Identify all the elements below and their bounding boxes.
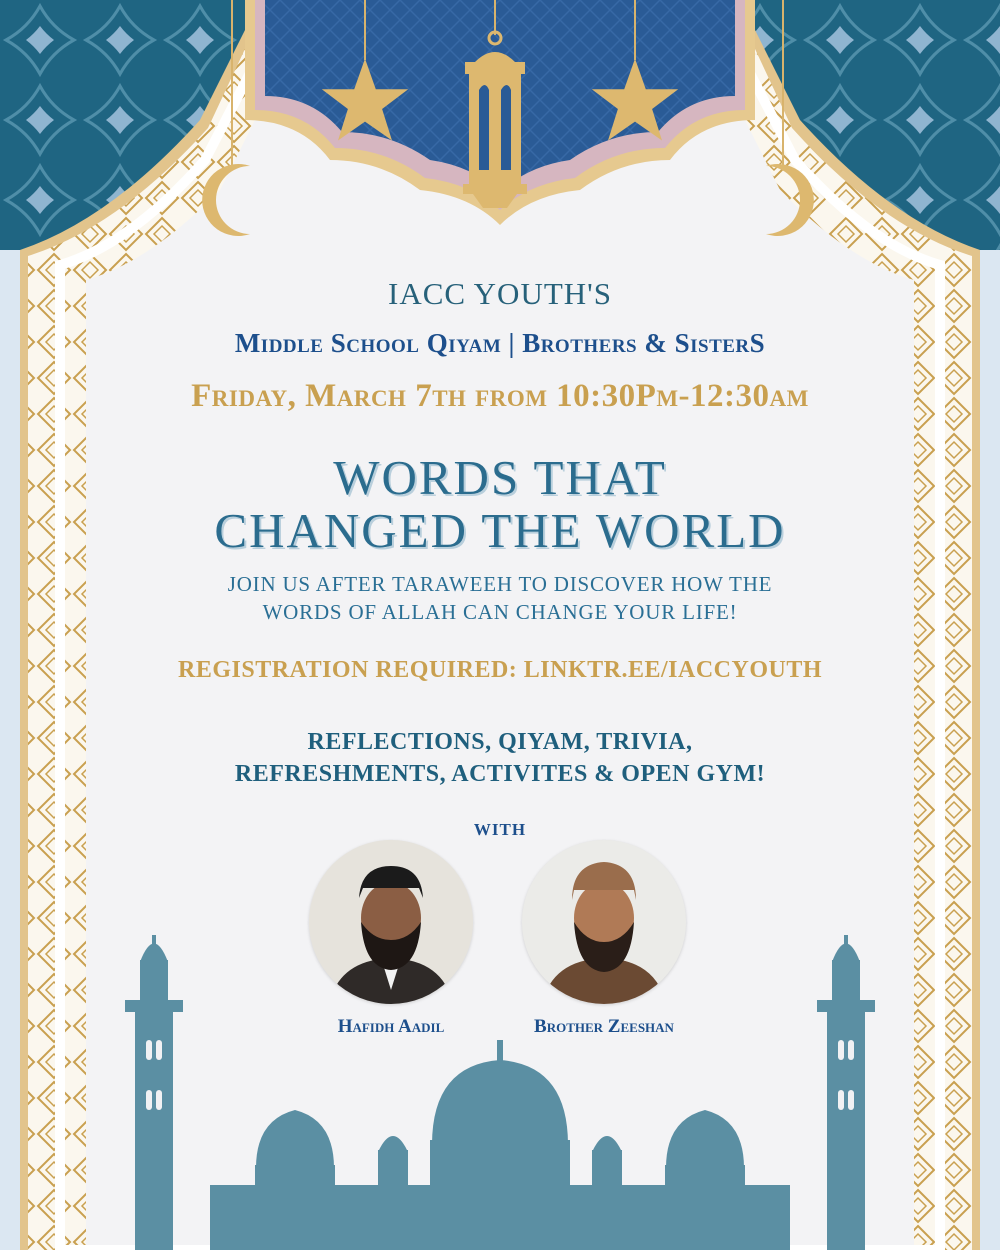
- event-subtitle: Middle School Qiyam | Brothers & SisterS: [234, 328, 766, 358]
- crescent-icon: [198, 160, 268, 240]
- headline-line: CHANGED THE WORLD: [214, 503, 786, 558]
- registration-link[interactable]: REGISTRATION REQUIRED: LINKTR.EE/IACCYOUTH: [178, 657, 822, 683]
- crescent-icon: [748, 160, 818, 240]
- activities-list: [0, 726, 1000, 790]
- speaker-card: [281, 840, 501, 1038]
- speaker-name: Brother Zeeshan: [534, 1016, 674, 1037]
- activities-line: REFRESHMENTS, ACTIVITES & OPEN GYM!: [234, 761, 766, 787]
- headline: [0, 451, 1000, 557]
- invite-text: [0, 570, 1000, 626]
- star-icon: [320, 55, 410, 145]
- lantern-icon: [455, 30, 535, 215]
- org-title: IACC YOUTH'S: [388, 276, 612, 311]
- speaker-photo: [309, 840, 473, 1004]
- headline-line: WORDS THAT: [333, 450, 667, 505]
- activities-line: REFLECTIONS, QIYAM, TRIVIA,: [307, 729, 693, 755]
- event-datetime: Friday, March 7th from 10:30Pm-12:30am: [191, 378, 809, 414]
- speaker-photo: [522, 840, 686, 1004]
- invite-line: JOIN US AFTER TARAWEEH TO DISCOVER HOW THE: [227, 572, 773, 596]
- invite-line: WORDS OF ALLAH CAN CHANGE YOUR LIFE!: [262, 600, 738, 624]
- star-icon: [590, 55, 680, 145]
- speaker-name: Hafidh Aadil: [337, 1016, 445, 1037]
- with-label: WITH: [473, 820, 527, 839]
- speaker-card: [494, 840, 714, 1038]
